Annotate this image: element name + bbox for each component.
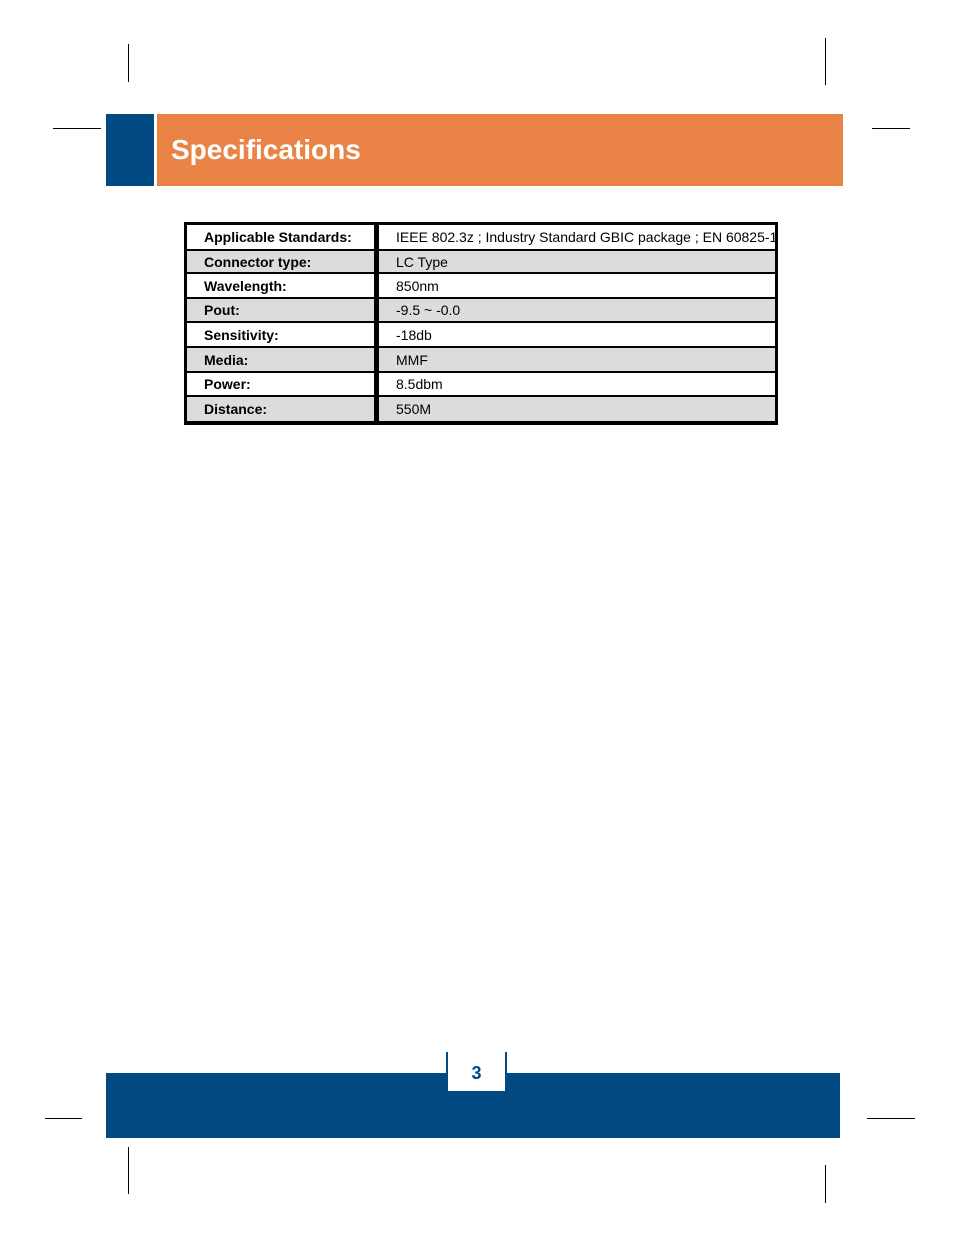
spec-value: MMF — [379, 348, 775, 371]
crop-mark-left-upper — [53, 128, 101, 129]
crop-mark-right-upper — [872, 128, 910, 129]
table-row — [187, 348, 775, 371]
spec-label: Sensitivity: — [187, 323, 374, 346]
spec-label: Distance: — [187, 397, 374, 421]
spec-value: -18db — [379, 323, 775, 346]
spec-label: Media: — [187, 348, 374, 371]
spec-label: Pout: — [187, 299, 374, 321]
spec-value: 8.5dbm — [379, 373, 775, 395]
spec-label: Wavelength: — [187, 274, 374, 297]
table-row — [187, 373, 775, 395]
crop-mark-right-lower — [867, 1118, 915, 1119]
spec-value: 850nm — [379, 274, 775, 297]
crop-mark-top-right — [825, 38, 826, 85]
table-row — [187, 274, 775, 297]
table-row — [187, 299, 775, 321]
table-row — [187, 251, 775, 272]
spec-label: Applicable Standards: — [187, 225, 374, 249]
table-row — [187, 225, 778, 249]
page-number-tab — [446, 1052, 507, 1093]
crop-mark-bottom-right — [825, 1165, 826, 1203]
page-number: 3 — [471, 1063, 482, 1083]
crop-mark-left-lower — [45, 1118, 82, 1119]
table-row — [187, 323, 775, 346]
page-title: Specifications — [171, 134, 361, 165]
spec-value: -9.5 ~ -0.0 — [379, 299, 775, 321]
spec-value: LC Type — [379, 251, 775, 272]
crop-mark-top-left — [128, 44, 129, 82]
header-accent-block — [106, 114, 154, 186]
spec-label: Connector type: — [187, 251, 374, 272]
specifications-table — [184, 222, 778, 425]
spec-value: 550M — [379, 397, 775, 421]
crop-mark-bottom-left — [128, 1147, 129, 1194]
table-row — [187, 397, 775, 421]
spec-value: IEEE 802.3z ; Industry Standard GBIC package ; EN 60825-1 — [379, 225, 775, 249]
spec-label: Power: — [187, 373, 374, 395]
